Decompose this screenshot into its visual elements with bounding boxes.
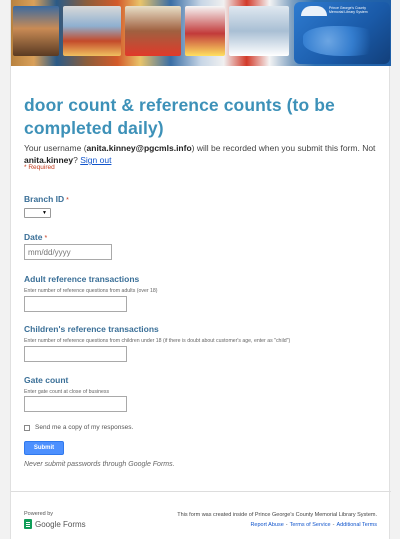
powered-by-label: Powered by (24, 511, 54, 517)
banner-photo (63, 6, 121, 56)
user-name: anita.kinney (24, 155, 74, 165)
adult-reference-input[interactable] (24, 296, 127, 312)
password-warning: Never submit passwords through Google Forms. (24, 461, 175, 468)
banner-photo (125, 6, 181, 56)
report-abuse-link[interactable]: Report Abuse (250, 522, 284, 528)
gate-count-label: Gate count (24, 375, 69, 385)
gate-count-help: Enter gate count at close of business (24, 389, 110, 395)
adult-reference-help: Enter number of reference questions from adults (over 18) (24, 288, 158, 294)
submit-button[interactable]: Submit (24, 441, 64, 455)
header-banner (11, 0, 391, 66)
branch-id-select[interactable] (24, 208, 51, 218)
children-reference-input[interactable] (24, 346, 127, 362)
sunrise-logo-icon (301, 6, 327, 16)
google-forms-logo[interactable]: Google Forms (24, 519, 86, 529)
date-label: Date * (24, 232, 48, 242)
adult-reference-label: Adult reference transactions (24, 274, 140, 284)
footer-divider (11, 491, 391, 492)
user-email: anita.kinney@pgcmls.info (86, 143, 192, 153)
banner-photo (229, 6, 289, 56)
additional-terms-link[interactable]: Additional Terms (336, 522, 377, 528)
date-input[interactable] (24, 244, 112, 260)
banner-photo (185, 6, 225, 56)
form-page (10, 0, 390, 539)
dropdown-arrow-icon: ▼ (42, 210, 47, 216)
created-inside-note: This form was created inside of Prince George's County Memorial Library System. (177, 512, 377, 518)
children-reference-help: Enter number of reference questions from children under 18 (if there is doubt about customer's age, enter as "child") (24, 338, 291, 344)
send-copy-row[interactable] (24, 424, 133, 431)
footer-links: Report Abuse - Terms of Service - Additional Terms (250, 522, 377, 528)
send-copy-checkbox[interactable] (24, 425, 30, 431)
username-notice: Your username (anita.kinney@pgcmls.info) will be recorded when you submit this form. Not anita.kinney? Sign out (24, 143, 376, 165)
banner-photo (13, 6, 59, 56)
card-swirl-graphic (303, 26, 387, 56)
sign-out-link[interactable]: Sign out (80, 155, 112, 165)
branch-id-label: Branch ID * (24, 194, 69, 204)
terms-of-service-link[interactable]: Terms of Service (289, 522, 331, 528)
gate-count-input[interactable] (24, 396, 127, 412)
library-name: Prince George's County Memorial Library System (329, 6, 368, 14)
required-note: * Required (24, 164, 55, 171)
form-title: door count & reference counts (to be completed daily) (24, 95, 335, 138)
google-forms-icon (24, 519, 32, 529)
children-reference-label: Children's reference transactions (24, 324, 159, 334)
send-copy-label: Send me a copy of my responses. (35, 424, 134, 431)
